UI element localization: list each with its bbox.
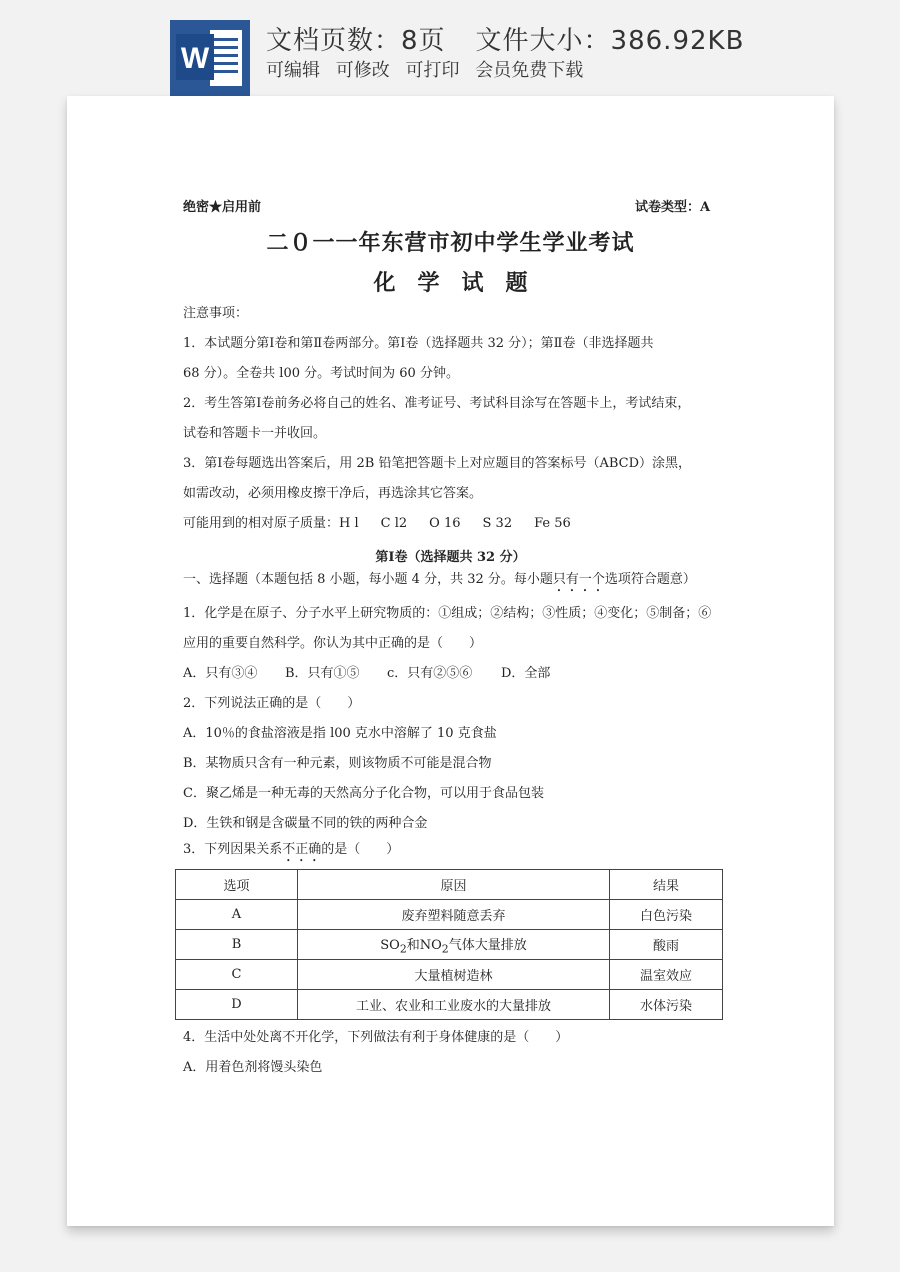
question-4-stem: 4．生活中处处离不开化学，下列做法有利于身体健康的是（ ） xyxy=(183,1030,569,1045)
q3-emphasis: 不正确 xyxy=(282,842,322,857)
question-1-options xyxy=(183,666,550,682)
table-cell: 温室效应 xyxy=(610,960,723,990)
table-header: 原因 xyxy=(298,870,610,900)
instr-text: 选项符合题意） xyxy=(604,572,696,587)
table-header: 结果 xyxy=(610,870,723,900)
question-2-option: C．聚乙烯是一种无毒的天然高分子化合物，可以用于食品包装 xyxy=(183,786,544,801)
q3-text: 3．下列因果关系 xyxy=(183,842,283,857)
notice-heading: 注意事项： xyxy=(183,306,249,321)
file-info xyxy=(266,20,744,57)
atomic-mass-line xyxy=(183,516,593,532)
question-2-option: A．10％的食盐溶液是指 l00 克水中溶解了 10 克食盐 xyxy=(183,726,497,741)
paper-type-label: 试卷类型：A xyxy=(635,200,711,215)
subscript: 2 xyxy=(399,942,407,956)
atomic-mass-item: H l xyxy=(339,516,359,531)
feature-modifiable: 可修改 xyxy=(335,60,390,81)
atomic-mass-item: O 16 xyxy=(429,516,461,531)
table-row xyxy=(176,990,723,1020)
question-4-option: A．用着色剂将馒头染色 xyxy=(183,1060,323,1075)
choice-instructions xyxy=(183,572,696,595)
table-cell: 大量植树造林 xyxy=(298,960,610,990)
feature-editable: 可编辑 xyxy=(266,60,320,81)
notice-line: 试卷和答题卡一并收回。 xyxy=(183,426,327,441)
question-3-stem xyxy=(183,842,399,865)
option-b: B．只有①⑤ xyxy=(285,666,360,681)
question-2-option: B．某物质只含有一种元素，则该物质不可能是混合物 xyxy=(183,756,492,771)
question-2-stem: 2．下列说法正确的是（ ） xyxy=(183,696,361,711)
notice-line: 3．第Ⅰ卷每题选出答案后，用 2B 铅笔把答题卡上对应题目的答案标号（ABCD）涂黑， xyxy=(183,456,692,471)
table-cell: A xyxy=(176,900,298,930)
cause-text: 气体大量排放 xyxy=(448,937,527,953)
cause-effect-table xyxy=(175,869,723,1020)
table-cell: C xyxy=(176,960,298,990)
word-document-icon xyxy=(170,20,250,96)
option-d: D．全部 xyxy=(501,666,551,681)
formula-so: SO xyxy=(380,937,400,953)
atomic-mass-item: S 32 xyxy=(482,516,513,531)
table-row xyxy=(176,930,723,960)
table-row xyxy=(176,900,723,930)
file-size: 文件大小：386.92KB xyxy=(475,26,745,56)
q3-text: 的是（ ） xyxy=(321,842,400,857)
table-cell: 白色污染 xyxy=(610,900,723,930)
feature-list xyxy=(266,56,593,82)
feature-member-free: 会员免费下载 xyxy=(475,60,584,81)
option-c: c．只有②⑤⑥ xyxy=(387,666,473,681)
table-header-row xyxy=(176,870,723,900)
download-banner xyxy=(0,0,900,96)
notice-line: 2．考生答第Ⅰ卷前务必将自己的姓名、准考证号、考试科目涂写在答题卡上，考试结束， xyxy=(183,396,691,411)
notice-line: 如需改动，必须用橡皮擦干净后，再选涂其它答案。 xyxy=(183,486,483,501)
option-a: A．只有③④ xyxy=(183,666,258,681)
question-1-line: 1．化学是在原子、分子水平上研究物质的：①组成；②结构；③性质；④变化；⑤制备；⑥ xyxy=(183,606,712,621)
notice-line: 68 分）。全卷共 l00 分。考试时间为 60 分钟。 xyxy=(183,366,459,381)
instr-text: 一、选择题（本题包括 8 小题，每小题 4 分，共 32 分。每小题 xyxy=(183,572,553,587)
table-cell: D xyxy=(176,990,298,1020)
table-cell: 废弃塑料随意丢弃 xyxy=(298,900,610,930)
table-cell: B xyxy=(176,930,298,960)
document-page xyxy=(67,96,834,1226)
question-1-line: 应用的重要自然科学。你认为其中正确的是（ ） xyxy=(183,636,483,651)
exam-subtitle: 化学试题 xyxy=(373,270,550,296)
table-row xyxy=(176,960,723,990)
feature-printable: 可打印 xyxy=(405,60,460,81)
exam-title: 二０一一年东营市初中学生学业考试 xyxy=(266,230,635,256)
atomic-mass-item: C l2 xyxy=(380,516,408,531)
table-cell xyxy=(298,930,610,960)
table-cell: 工业、农业和工业废水的大量排放 xyxy=(298,990,610,1020)
word-icon-letter: W xyxy=(180,42,210,75)
secret-label: 绝密★启用前 xyxy=(183,200,262,215)
formula-no: 和NO xyxy=(406,937,442,953)
instr-emphasis: 只有一个 xyxy=(552,572,605,587)
page-count: 文档页数：8页 xyxy=(266,26,446,56)
section-1-title: 第Ⅰ卷（选择题共 32 分） xyxy=(375,550,526,565)
question-2-option: D．生铁和钢是含碳量不同的铁的两种合金 xyxy=(183,816,428,831)
table-header: 选项 xyxy=(176,870,298,900)
atomic-mass-item: Fe 56 xyxy=(534,516,571,531)
table-cell: 水体污染 xyxy=(610,990,723,1020)
table-cell: 酸雨 xyxy=(610,930,723,960)
subscript: 2 xyxy=(441,942,449,956)
atomic-mass-label: 可能用到的相对原子质量： xyxy=(183,516,340,531)
notice-line: 1．本试题分第Ⅰ卷和第Ⅱ卷两部分。第Ⅰ卷（选择题共 32 分）；第Ⅱ卷（非选择题共 xyxy=(183,336,654,351)
